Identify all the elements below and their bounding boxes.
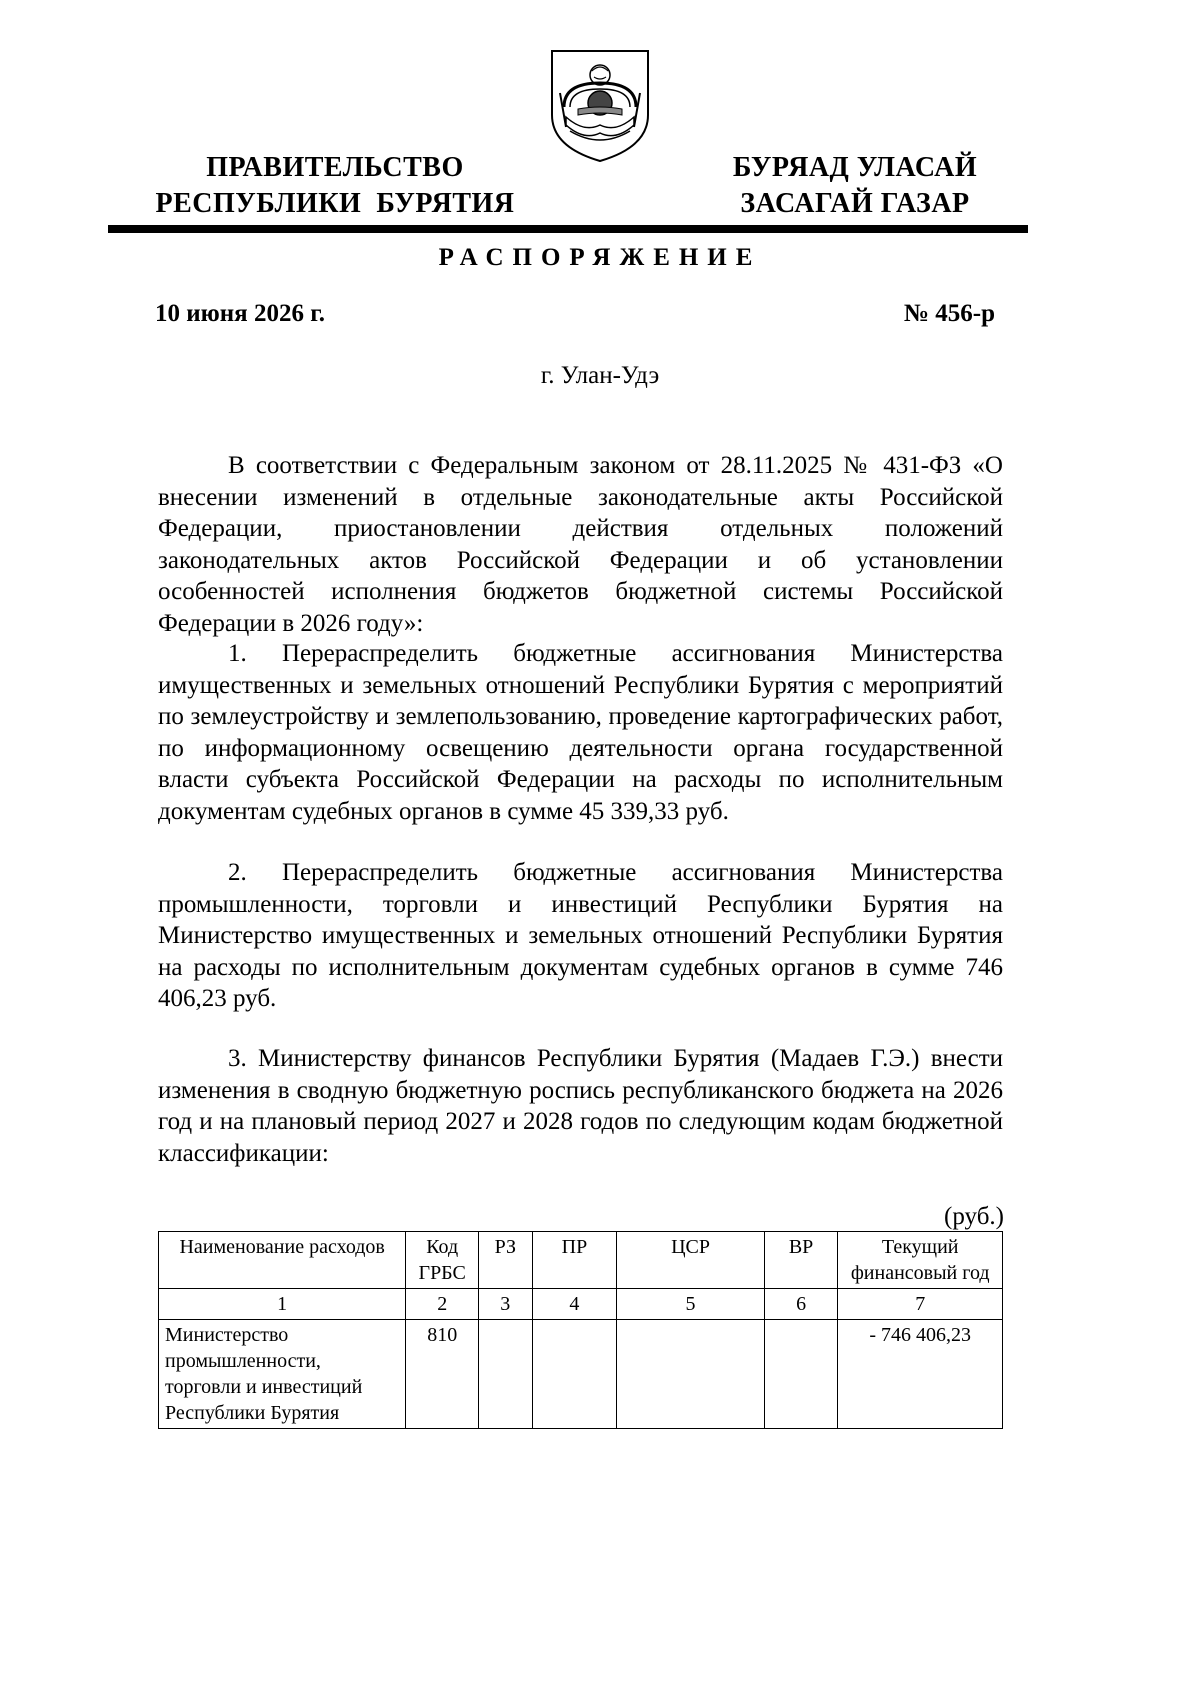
header-divider — [108, 225, 1028, 233]
table-number-row — [159, 1289, 1003, 1320]
clause-2-paragraph — [158, 857, 1003, 1015]
col-header-csr: ЦСР — [617, 1232, 764, 1289]
paragraph-text: 2. Перераспределить бюджетные ассигнования Министерства промышленности, торговли и инвестиций Республики Бурятия на Министерство имущественных и земельных отношений Республики Бурятия на расходы по исполнительным документам судебных органов в сумме 746 406,23 руб. — [158, 859, 1003, 1013]
paragraph-text: 1. Перераспределить бюджетные ассигнования Министерства имущественных и земельных отношений Республики Бурятия с мероприятий по землеустройству и землепользованию, проведение картографических работ, по информационному освещению деятельности органа государственной власти субъекта Российской Федерации на расходы по исполнительным документам судебных органов в сумме 45 339,33 руб. — [158, 640, 1003, 825]
col-number: 6 — [764, 1289, 838, 1320]
paragraph-text: 3. Министерству финансов Республики Бурятия (Мадаев Г.Э.) внести изменения в сводную бюджетную роспись республиканского бюджета на 2026 год и на плановый период 2027 и 2028 годов по следующим кодам бюджетной классификации: — [158, 1045, 1003, 1167]
header-right-line1: БУРЯАД УЛАСАЙ — [732, 152, 978, 183]
document-date: 10 июня 2026 г. — [155, 300, 325, 327]
col-number: 1 — [159, 1289, 406, 1320]
clause-3-paragraph — [158, 1043, 1003, 1169]
preamble-paragraph — [158, 450, 1003, 640]
col-header-vr: ВР — [764, 1232, 838, 1289]
coat-of-arms-icon — [548, 45, 652, 165]
col-header-pr: ПР — [532, 1232, 617, 1289]
cell-vr — [764, 1320, 838, 1429]
col-number: 7 — [838, 1289, 1003, 1320]
cell-rz — [479, 1320, 533, 1429]
paragraph-text: В соответствии с Федеральным законом от 28.11.2025 № 431-ФЗ «О внесении изменений в отдельные законодательные акты Российской Федерации, приостановлении действия отдельных положений законодательных актов Российской Федерации и об установлении особенностей исполнения бюджетов бюджетной системы Российской Федерации в 2026 году»: — [158, 452, 1003, 637]
header-left-line2: РЕСПУБЛИКИ БУРЯТИЯ — [155, 188, 515, 219]
col-header-grbs: Код ГРБС — [406, 1232, 479, 1289]
document-city: г. Улан-Удэ — [540, 362, 660, 389]
table-row — [159, 1320, 1003, 1429]
clause-1-paragraph — [158, 638, 1003, 828]
header-right-line2: ЗАСАГАЙ ГАЗАР — [740, 188, 970, 219]
col-header-name: Наименование расходов — [159, 1232, 406, 1289]
col-number: 3 — [479, 1289, 533, 1320]
cell-grbs: 810 — [406, 1320, 479, 1429]
budget-table — [158, 1231, 1003, 1429]
cell-name: Министерство промышленности, торговли и инвестиций Республики Бурятия — [159, 1320, 406, 1429]
col-number: 5 — [617, 1289, 764, 1320]
cell-pr — [532, 1320, 617, 1429]
col-number: 4 — [532, 1289, 617, 1320]
document-number: № 456-р — [903, 300, 995, 327]
document-title: РАСПОРЯЖЕНИЕ — [438, 244, 762, 271]
cell-amount: - 746 406,23 — [838, 1320, 1003, 1429]
header-left-line1: ПРАВИТЕЛЬСТВО — [206, 152, 464, 183]
header-right — [705, 150, 1005, 222]
header-left — [150, 150, 520, 222]
col-header-rz: РЗ — [479, 1232, 533, 1289]
table-header-row — [159, 1232, 1003, 1289]
col-header-current-year: Текущий финансовый год — [838, 1232, 1003, 1289]
col-number: 2 — [406, 1289, 479, 1320]
table-unit-label: (руб.) — [944, 1203, 1004, 1230]
cell-csr — [617, 1320, 764, 1429]
